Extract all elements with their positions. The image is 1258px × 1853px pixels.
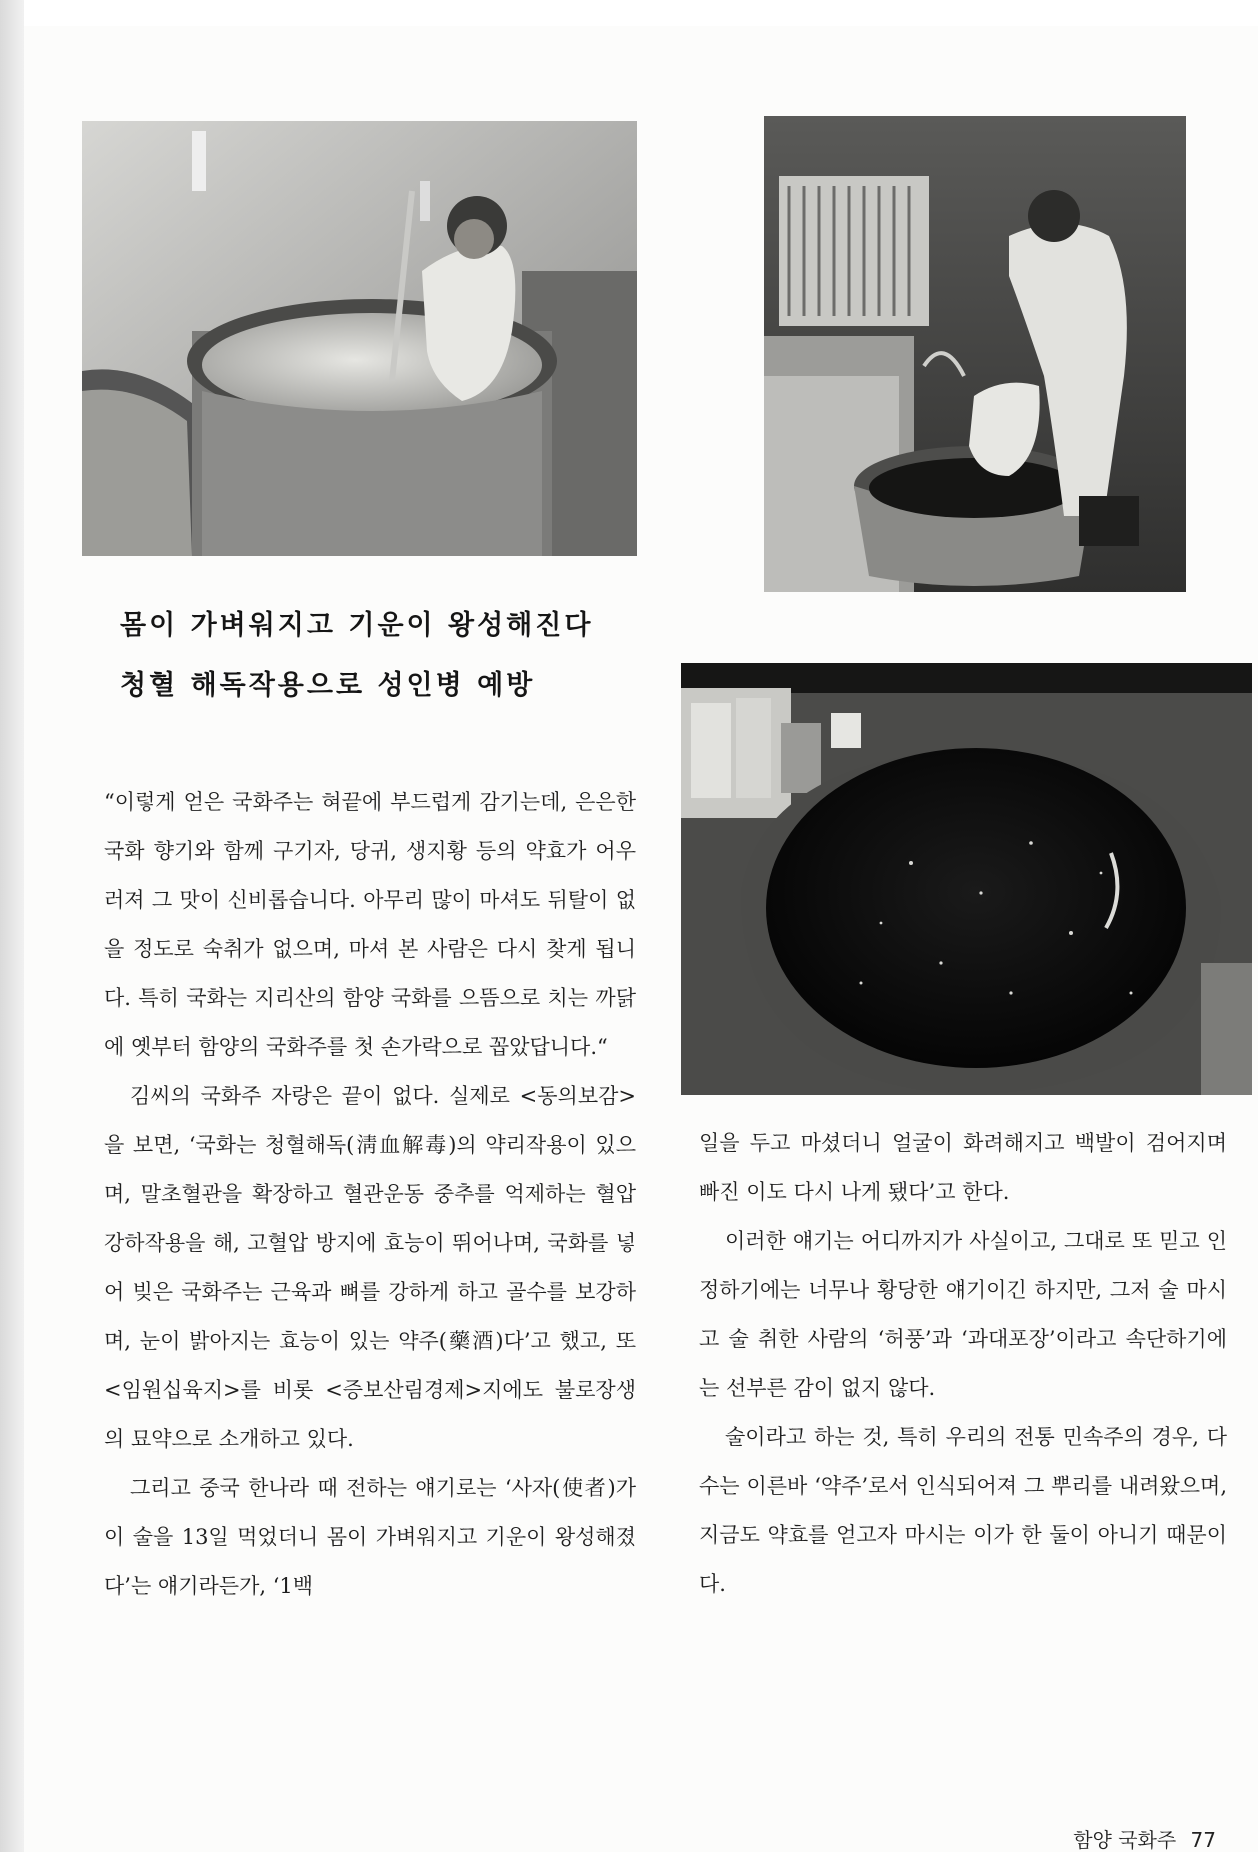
page-binding-shadow — [0, 0, 24, 1852]
body-paragraph: 술이라고 하는 것, 특히 우리의 전통 민속주의 경우, 다수는 이른바 ‘약주’로서 인식되어져 그 뿌리를 내려왔으며, 지금도 약효를 얻고자 마시는 이가 한 둘이 아니기 때문이다. — [699, 1425, 1227, 1596]
body-column-left — [104, 778, 636, 1611]
page — [24, 26, 1258, 1852]
photo-stirring-vat — [82, 121, 637, 556]
page-footer — [1065, 1824, 1216, 1853]
headline-line-2: 청혈 해독작용으로 성인병 예방 — [120, 670, 536, 701]
footer-section-title: 함양 국화주 — [1073, 1828, 1177, 1852]
headline-line-1: 몸이 가벼워지고 기운이 왕성해진다 — [120, 610, 594, 641]
article-headline — [120, 596, 640, 716]
photo-earthenware-jar — [681, 663, 1252, 1095]
body-column-right — [699, 1119, 1227, 1609]
page-number: 77 — [1190, 1828, 1216, 1852]
body-paragraph: “이렇게 얻은 국화주는 혀끝에 부드럽게 감기는데, 은은한 국화 향기와 함께 구기자, 당귀, 생지황 등의 약효가 어우러져 그 맛이 신비롭습니다. 아무리 많이 마셔도 뒤탈이 없을 정도로 숙취가 없으며, 마셔 본 사람은 다시 찾게 됩니다. 특히 국화는 지리산의 함양 국화를 으뜸으로 치는 까닭에 옛부터 함양의 국화주를 첫 손가락으로 꼽았답니다.“ — [104, 790, 636, 1059]
photo-filter-press — [764, 116, 1186, 592]
body-paragraph: 그리고 중국 한나라 때 전하는 얘기로는 ‘사자(使者)가 이 술을 13일 먹었더니 몸이 가벼워지고 기운이 왕성해졌다’는 얘기라든가, ‘1백 — [104, 1476, 636, 1598]
body-paragraph: 이러한 얘기는 어디까지가 사실이고, 그대로 또 믿고 인정하기에는 너무나 황당한 얘기이긴 하지만, 그저 술 마시고 술 취한 사람의 ‘허풍’과 ‘과대포장’이라고 속단하기에는 선부른 감이 없지 않다. — [699, 1229, 1227, 1400]
body-paragraph: 김씨의 국화주 자랑은 끝이 없다. 실제로 <동의보감>을 보면, ‘국화는 청혈해독(淸血解毒)의 약리작용이 있으며, 말초혈관을 확장하고 혈관운동 중추를 억제하는 혈압 강하작용을 해, 고혈압 방지에 효능이 뛰어나며, 국화를 넣어 빚은 국화주는 근육과 뼈를 강하게 하고 골수를 보강하며, 눈이 밝아지는 효능이 있는 약주(藥酒)다’고 했고, 또 <임원십육지>를 비롯 <증보산림경제>지에도 불로장생의 묘약으로 소개하고 있다. — [104, 1084, 636, 1451]
body-paragraph: 일을 두고 마셨더니 얼굴이 화려해지고 백발이 검어지며 빠진 이도 다시 나게 됐다’고 한다. — [699, 1131, 1227, 1204]
